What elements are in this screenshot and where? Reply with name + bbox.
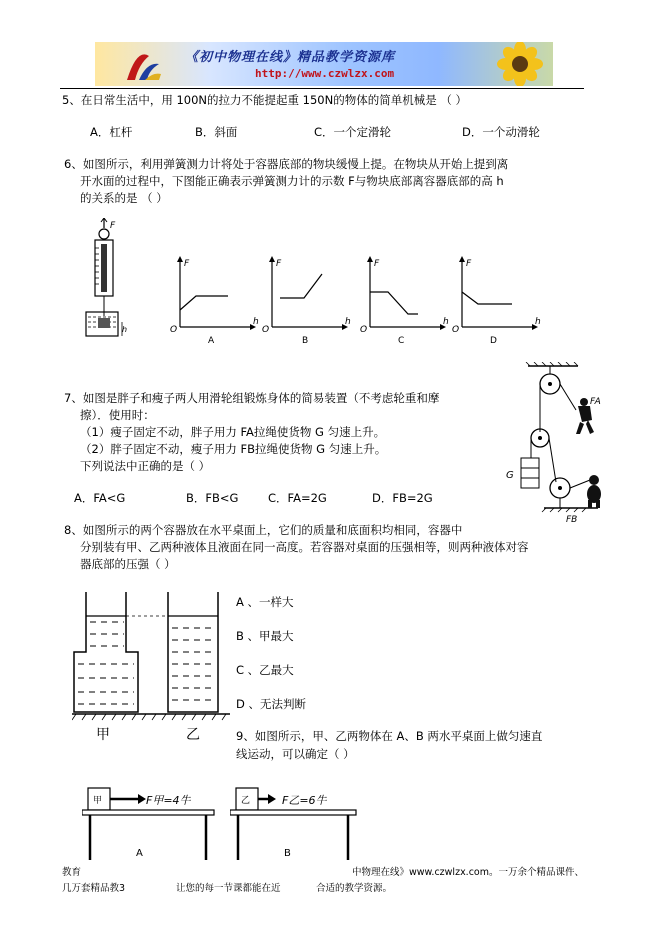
q6-graph-b: [260, 252, 352, 346]
banner-url[interactable]: http://www.czwlzx.com: [255, 67, 395, 80]
q6-line-3: 的关系的是 （ ）: [80, 191, 168, 205]
force-a-label: F甲=4牛: [146, 794, 191, 807]
q8-option-d: D 、无法判断: [236, 697, 307, 711]
graph-c-label: C: [398, 336, 405, 346]
spring-scale-h-label: h: [122, 325, 128, 334]
footer-line2-right: 合适的教学资源。: [316, 883, 393, 894]
graph-c-x-label: h: [443, 317, 449, 327]
banner-title: 《初中物理在线》精品教学资源库: [185, 50, 396, 65]
graph-c-origin: O: [360, 325, 368, 335]
graph-a-origin: O: [170, 325, 178, 335]
graph-b-y-label: F: [276, 259, 282, 269]
q5-option-c: C．一个定滑轮: [314, 125, 392, 139]
table-a-figure: [82, 784, 222, 864]
fat-person-icon: [587, 475, 601, 508]
footer-line2-mid: 让您的每一节课都能在近: [176, 883, 281, 894]
q5-option-a: A．杠杆: [90, 125, 133, 139]
q6-graph-d: [450, 252, 542, 346]
q8-option-a: A 、一样大: [236, 595, 294, 609]
q6-graph-a: [168, 252, 260, 346]
header-banner: [95, 42, 553, 86]
graph-a-x-label: h: [253, 317, 259, 327]
q8-line-1: 8、如图所示的两个容器放在水平桌面上，它们的质量和底面积均相同，容器中: [64, 523, 463, 537]
container-jia-label: 甲: [96, 727, 110, 742]
graph-a-y-label: F: [184, 259, 190, 269]
q5-option-d: D．一个动滑轮: [462, 125, 540, 139]
pulley-figure: [498, 362, 608, 528]
site-logo-icon: [123, 46, 163, 84]
header-rule: [60, 88, 584, 89]
q8-line-2: 分别装有甲、乙两种液体且液面在同一高度。若容器对桌面的压强相等，则两种液体对容: [80, 540, 529, 554]
pulley-weight-label: G: [506, 470, 514, 481]
table-b-figure: [230, 784, 370, 864]
graph-a-label: A: [208, 336, 215, 346]
q8-option-c: C 、乙最大: [236, 663, 294, 677]
q6-line-1: 6、如图所示，利用弹簧测力计将处于容器底部的物块缓慢上提。在物块从开始上提到离: [64, 157, 509, 171]
pulley-fb-label: FB: [566, 515, 578, 525]
q7-option-d: D．FB=2G: [372, 491, 433, 505]
block-b-label: 乙: [241, 796, 251, 806]
q5-stem: 5、在日常生活中，用 100N的拉力不能提起重 150N的物体的简单机械是 （ ）: [62, 93, 468, 107]
force-b-label: F乙=6牛: [282, 794, 327, 807]
spring-scale-force-label: F: [110, 221, 116, 231]
graph-d-y-label: F: [466, 259, 472, 269]
q7-line-4: （2）胖子固定不动，瘦子用力 FB拉绳使货物 G 匀速上升。: [80, 442, 387, 456]
footer-line1-left: 教育: [62, 867, 82, 878]
q7-option-c: C．FA=2G: [268, 491, 327, 505]
footer-line2-left: 几万套精品教3: [62, 883, 126, 894]
q7-option-a: A．FA<G: [74, 491, 126, 505]
containers-figure: [72, 582, 230, 742]
q7-line-2: 擦）．使用时：: [80, 408, 155, 422]
q6-line-2: 开水面的过程中，下图能正确表示弹簧测力计的示数 F与物块底部离容器底部的高 h: [80, 174, 504, 188]
q8-line-3: 器底部的压强（ ）: [80, 557, 176, 571]
table-b-label: B: [284, 848, 291, 859]
footer-line1-right: 中物理在线》www.czwlzx.com。一万余个精品课件、: [352, 867, 584, 878]
graph-b-x-label: h: [345, 317, 351, 327]
sunflower-icon: [487, 42, 553, 86]
q7-line-3: （1）瘦子固定不动，胖子用力 FA拉绳使货物 G 匀速上升。: [80, 425, 386, 439]
q7-option-b: B．FB<G: [186, 491, 239, 505]
graph-d-label: D: [490, 336, 497, 346]
block-a-label: 甲: [93, 796, 103, 806]
q8-option-b: B 、甲最大: [236, 629, 294, 643]
q6-graph-c: [358, 252, 450, 346]
q7-line-5: 下列说法中正确的是（ ）: [80, 459, 211, 473]
table-a-label: A: [136, 848, 143, 859]
graph-c-y-label: F: [374, 259, 380, 269]
spring-scale-figure: [80, 218, 128, 340]
graph-b-origin: O: [262, 325, 270, 335]
q7-line-1: 7、如图是胖子和瘦子两人用滑轮组锻炼身体的简易装置（不考虑轮重和摩: [64, 391, 440, 405]
q5-option-b: B．斜面: [195, 125, 238, 139]
graph-b-label: B: [302, 336, 309, 346]
q9-line-1: 9、如图所示，甲、乙两物体在 A、B 两水平桌面上做匀速直: [236, 729, 543, 743]
graph-d-x-label: h: [535, 317, 541, 327]
container-yi-label: 乙: [186, 727, 200, 742]
pulley-fa-label: FA: [590, 397, 601, 407]
q9-line-2: 线运动，可以确定（ ）: [236, 747, 355, 761]
graph-d-origin: O: [452, 325, 460, 335]
